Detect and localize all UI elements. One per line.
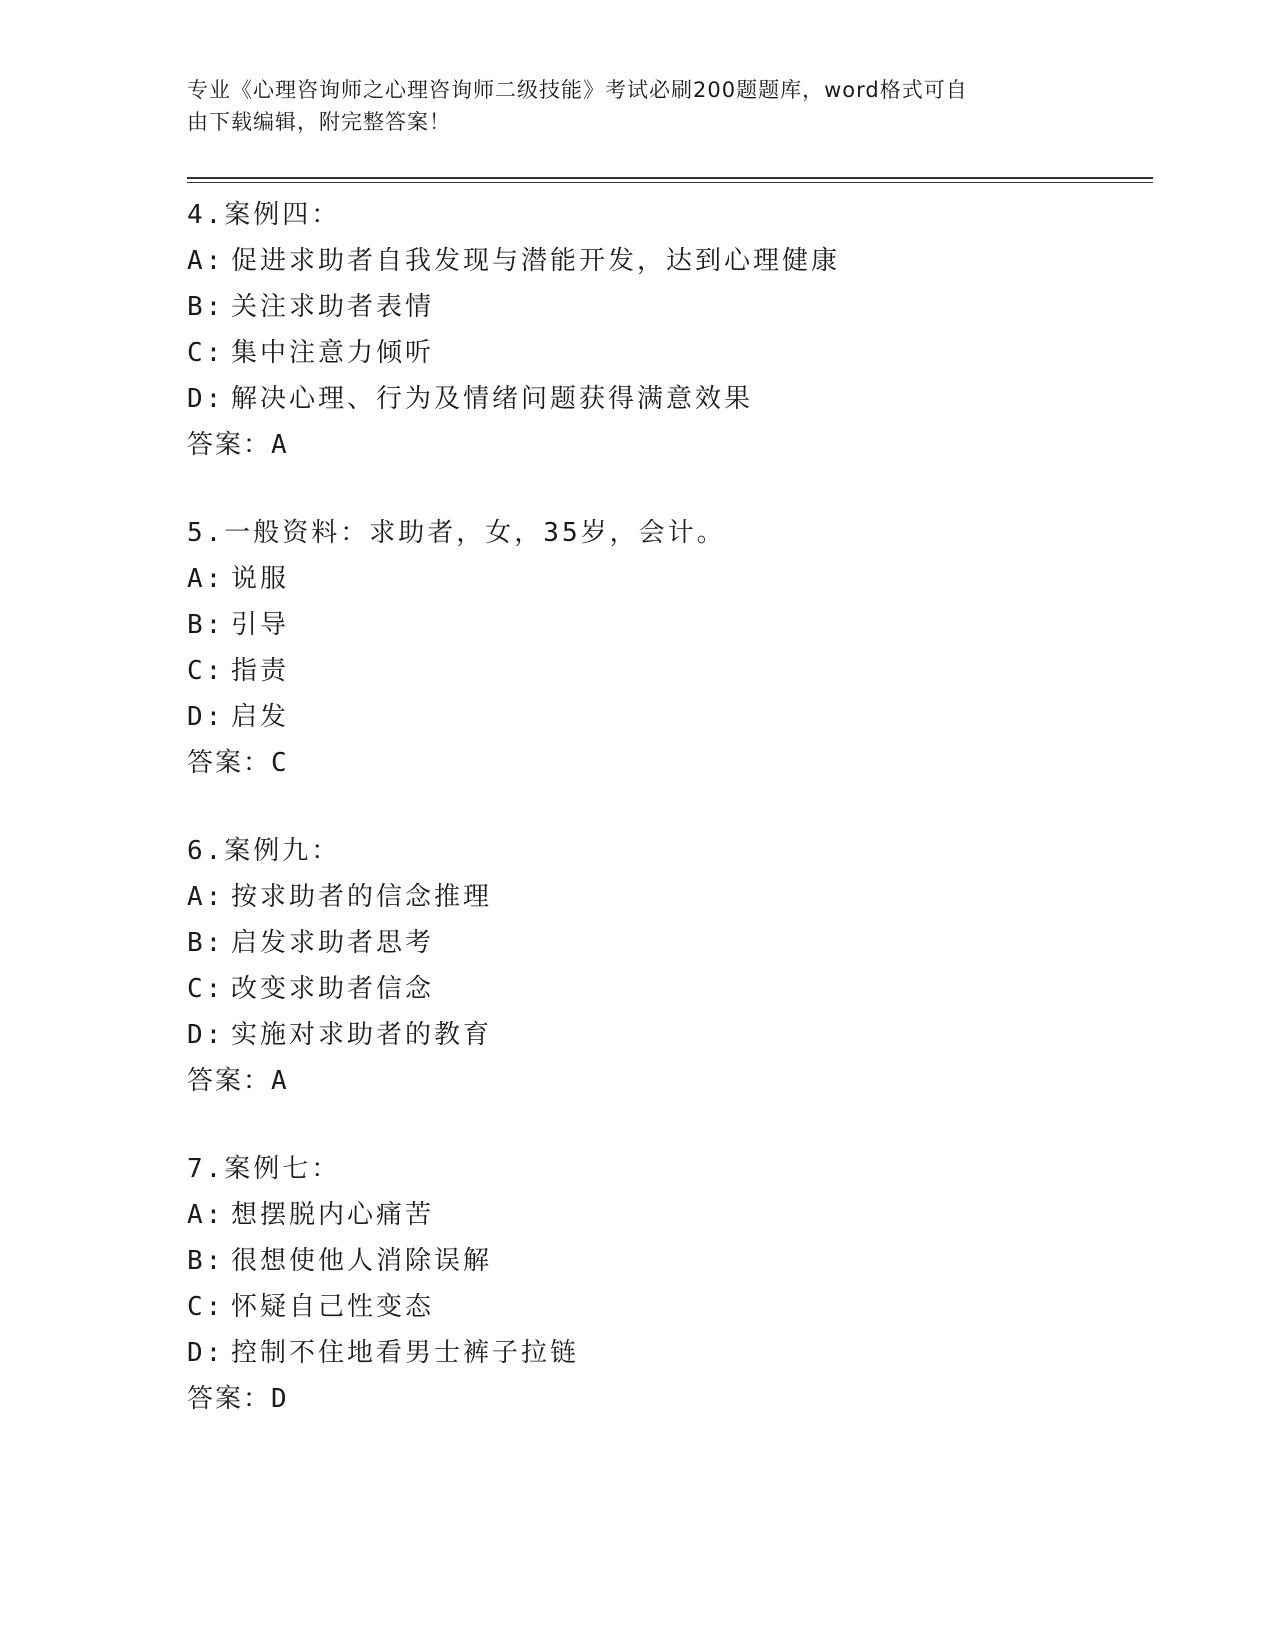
question-stem: 7.案例七： — [187, 1154, 341, 1184]
answer-line — [187, 740, 1147, 786]
option-letter: B: — [187, 928, 225, 958]
option-text: 启发 — [231, 702, 290, 732]
option-text: 启发求助者思考 — [231, 928, 435, 958]
option-letter: D: — [187, 1338, 225, 1368]
option-letter: B: — [187, 292, 225, 322]
option-d — [187, 694, 1147, 740]
option-text: 怀疑自己性变态 — [231, 1292, 435, 1322]
answer-line — [187, 1058, 1147, 1104]
option-letter: A: — [187, 246, 225, 276]
option-text: 按求助者的信念推理 — [231, 882, 493, 912]
question-stem: 6.案例九： — [187, 836, 341, 866]
option-a — [187, 556, 1147, 602]
option-text: 说服 — [231, 564, 290, 594]
option-letter: D: — [187, 384, 225, 414]
answer-value: C — [271, 748, 289, 778]
option-text: 想摆脱内心痛苦 — [231, 1200, 435, 1230]
question-stem: 5.一般资料：求助者，女，35岁，会计。 — [187, 518, 726, 548]
option-text: 改变求助者信念 — [231, 974, 435, 1004]
answer-label: 答案： — [187, 430, 272, 460]
header-divider-thin — [187, 182, 1153, 183]
option-letter: C: — [187, 1292, 225, 1322]
option-text: 促进求助者自我发现与潜能开发，达到心理健康 — [231, 246, 841, 276]
answer-label: 答案： — [187, 1066, 272, 1096]
option-a — [187, 1192, 1147, 1238]
option-d — [187, 1330, 1147, 1376]
option-b — [187, 1238, 1147, 1284]
option-c — [187, 648, 1147, 694]
document-header — [187, 74, 1067, 138]
answer-label: 答案： — [187, 748, 272, 778]
option-letter: A: — [187, 564, 225, 594]
option-c — [187, 330, 1147, 376]
answer-value: D — [271, 1384, 289, 1414]
option-letter: A: — [187, 1200, 225, 1230]
option-c — [187, 1284, 1147, 1330]
option-b — [187, 284, 1147, 330]
header-line-1: 专业《心理咨询师之心理咨询师二级技能》考试必刷200题题库，word格式可自 — [187, 78, 968, 102]
option-letter: D: — [187, 1020, 225, 1050]
option-b — [187, 602, 1147, 648]
question-stem: 4.案例四： — [187, 200, 341, 230]
question-item — [187, 1146, 1147, 1422]
question-list — [187, 192, 1147, 1464]
header-line-2: 由下载编辑，附完整答案！ — [187, 110, 451, 134]
option-letter: B: — [187, 610, 225, 640]
option-text: 控制不住地看男士裤子拉链 — [231, 1338, 580, 1368]
option-c — [187, 966, 1147, 1012]
option-letter: B: — [187, 1246, 225, 1276]
option-text: 很想使他人消除误解 — [231, 1246, 493, 1276]
option-a — [187, 874, 1147, 920]
question-item — [187, 510, 1147, 786]
option-text: 集中注意力倾听 — [231, 338, 435, 368]
answer-label: 答案： — [187, 1384, 272, 1414]
option-d — [187, 376, 1147, 422]
option-letter: C: — [187, 656, 225, 686]
question-item — [187, 828, 1147, 1104]
option-text: 解决心理、行为及情绪问题获得满意效果 — [231, 384, 754, 414]
answer-value: A — [271, 430, 289, 460]
option-letter: C: — [187, 974, 225, 1004]
option-b — [187, 920, 1147, 966]
header-divider-thick — [187, 177, 1153, 179]
option-text: 指责 — [231, 656, 290, 686]
answer-line — [187, 1376, 1147, 1422]
option-text: 实施对求助者的教育 — [231, 1020, 493, 1050]
answer-line — [187, 422, 1147, 468]
question-item — [187, 192, 1147, 468]
option-letter: C: — [187, 338, 225, 368]
answer-value: A — [271, 1066, 289, 1096]
option-d — [187, 1012, 1147, 1058]
option-letter: D: — [187, 702, 225, 732]
option-text: 关注求助者表情 — [231, 292, 435, 322]
option-letter: A: — [187, 882, 225, 912]
option-a — [187, 238, 1147, 284]
option-text: 引导 — [231, 610, 290, 640]
